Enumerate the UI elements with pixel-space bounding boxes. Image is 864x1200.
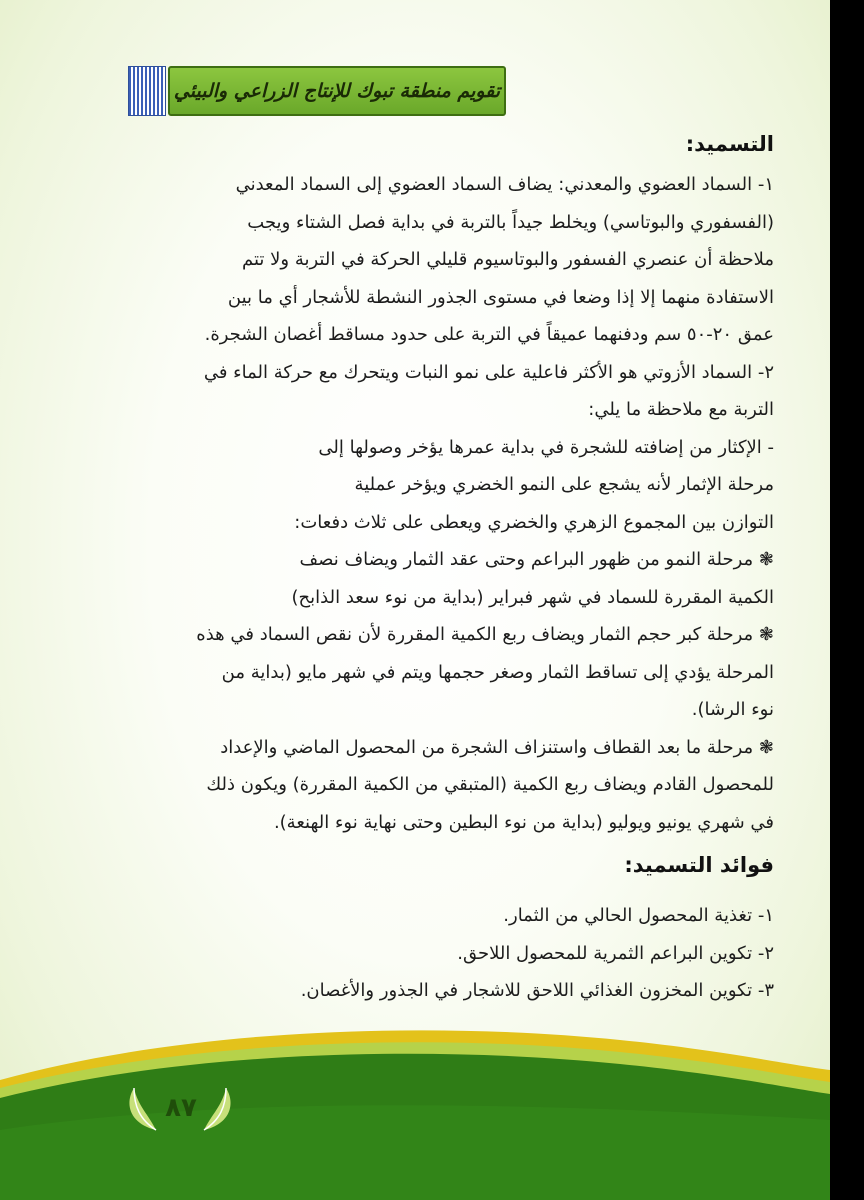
striped-decoration [128,66,166,116]
text-line: مرحلة الإثمار لأنه يشجع على النمو الخضري ويؤخر عملية [354,474,774,495]
text-line: الاستفادة منهما إلا إذا وضعا في مستوى الجذور النشطة للأشجار أي ما بين [227,286,774,308]
list-item: ٣- تكوين المخزون الغذائي اللاحق للاشجار في الجذور والأغصان. [300,980,774,1001]
title-banner [168,66,506,116]
text-line: الكمية المقررة للسماد في شهر فبراير (بداية من نوء سعد الذابح) [291,586,774,608]
text-line: ❃ مرحلة كبر حجم الثمار ويضاف ربع الكمية المقررة لأن نقص السماد في هذه [196,624,774,645]
section-heading-fertilization: التسميد: [685,132,774,156]
text-line: المرحلة يؤدي إلى تساقط الثمار وصغر حجمها ويتم في شهر مايو (بداية من [221,661,774,683]
section-heading-benefits: فوائد التسميد: [624,853,774,877]
list-item: ١- تغذية المحصول الحالي من الثمار. [503,905,774,926]
text-line: في شهري يونيو ويوليو (بداية من نوء البطين وحتى نهاية نوء الهنعة). [273,811,774,833]
leaf-ornament-right [200,1084,240,1134]
list-item: ٢- تكوين البراعم الثمرية للمحصول اللاحق. [457,942,774,964]
text-line: التوازن بين المجموع الزهري والخضري ويعطى على ثلاث دفعات: [294,511,774,533]
header-banner [128,66,506,116]
page-number: ٨٧ [165,1093,197,1123]
text-line: التربة مع ملاحظة ما يلي: [588,399,774,420]
text-line: ملاحظة أن عنصري الفسفور والبوتاسيوم قليلي الحركة في التربة ولا تتم [242,249,774,270]
text-line: للمحصول القادم ويضاف ربع الكمية (المتبقي من الكمية المقررة) ويكون ذلك [206,774,774,795]
text-line: نوء الرشا). [691,699,774,720]
header-title: تقويم منطقة تبوك للإنتاج الزراعي والبيئي [173,80,501,102]
text-line: ❃ مرحلة النمو من ظهور البراعم وحتى عقد الثمار ويضاف نصف [299,549,774,570]
text-line: (الفسفوري والبوتاسي) ويخلط جيداً بالتربة في بداية فصل الشتاء ويجب [247,211,774,233]
scan-border [830,0,864,1200]
text-line: ❃ مرحلة ما بعد القطاف واستنزاف الشجرة من المحصول الماضي والإعداد [220,736,774,758]
text-line: عمق ٢٠-٥٠ سم ودفنهما عميقاً في التربة على حدود مساقط أغصان الشجرة. [204,324,774,345]
body-text [118,122,774,1010]
text-line: - الإكثار من إضافته للشجرة في بداية عمرها يؤخر وصولها إلى [318,436,774,458]
text-line: ٢- السماد الأزوتي هو الأكثر فاعلية على نمو النبات ويتحرك مع حركة الماء في [203,361,774,383]
text-line: ١- السماد العضوي والمعدني: يضاف السماد العضوي إلى السماد المعدني [235,174,774,195]
